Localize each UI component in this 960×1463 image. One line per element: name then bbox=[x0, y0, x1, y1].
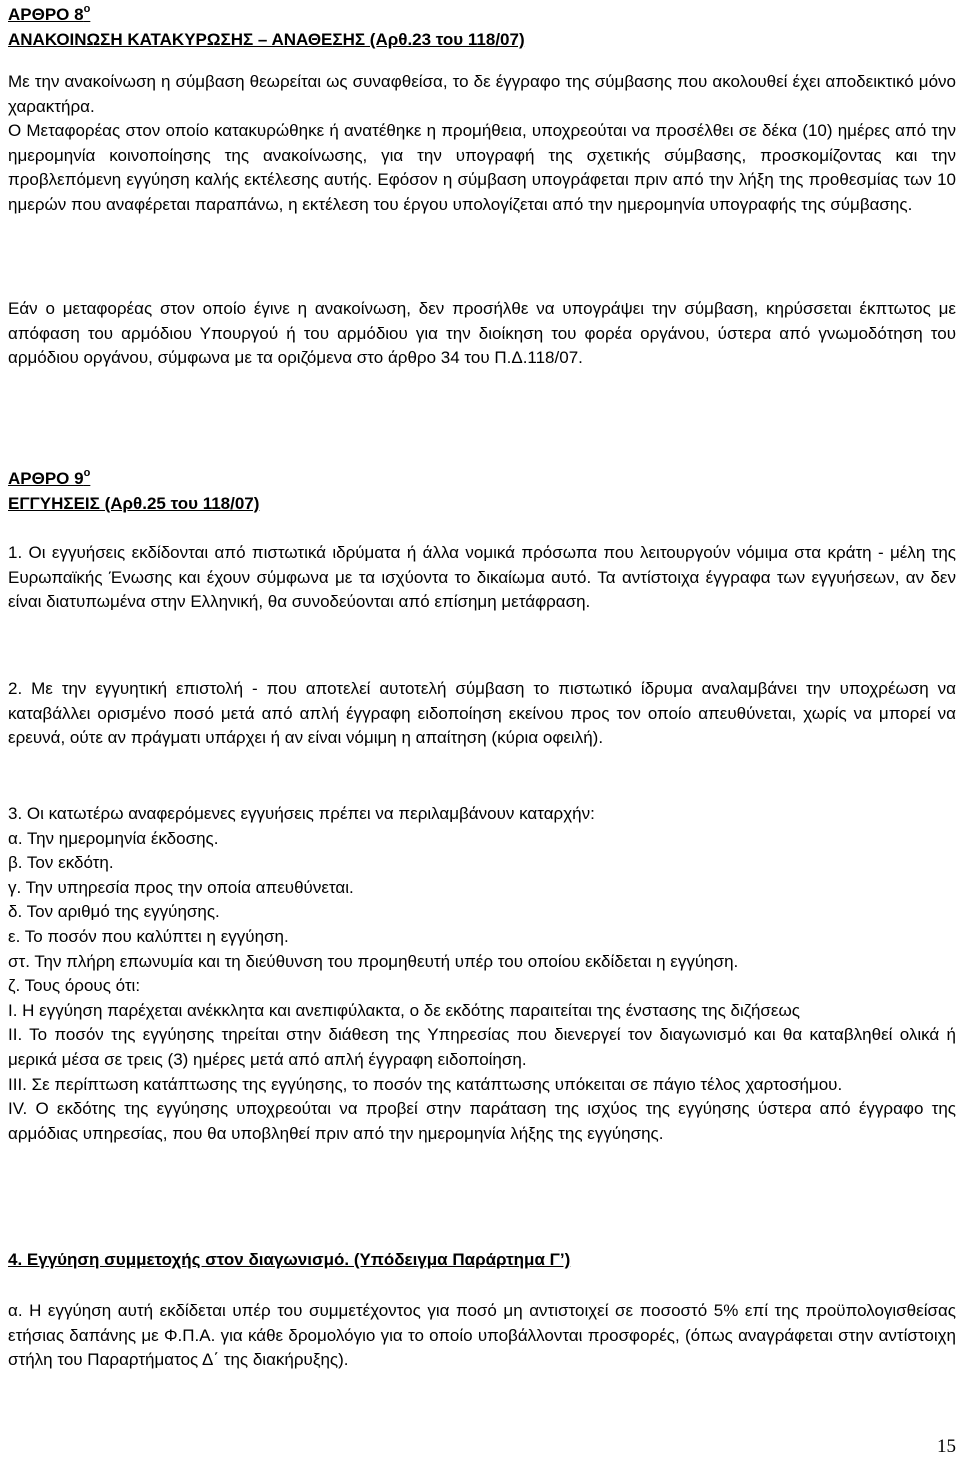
article-8-paragraph-2: Ο Μεταφορέας στον οποίο κατακυρώθηκε ή ανατέθηκε η προμήθεια, υποχρεούται να προσέλθει σε δέκα (10) ημέρες από την ημερομηνία κοινοποίησης της ανακοίνωσης, για την υπογραφή της σχετικής σύμβασης, προσκομίζοντας και την προβλεπόμενη εγγύηση καλής εκτέλεσης αυτής. Εφόσον η σύμβαση υπογράφεται πριν από την λήξη της προθεσμίας των 10 ημερών που αναφέρεται παραπάνω, η εκτέλεση του έργου υπολογίζεται από την ημερομηνία υπογραφής της σύμβασης. bbox=[8, 121, 956, 214]
article-9-point-4-heading: 4. Εγγύηση συμμετοχής στον διαγωνισμό. (Υπόδειγμα Παράρτημα Γ’) bbox=[8, 1250, 571, 1269]
article-8-paragraph-1: Με την ανακοίνωση η σύμβαση θεωρείται ως συναφθείσα, το δε έγγραφο της σύμβασης που ακολουθεί έχει αποδεικτικό μόνο χαρακτήρα. bbox=[8, 72, 956, 116]
article-9-point-3-intro: 3. Οι κατωτέρω αναφερόμενες εγγυήσεις πρέπει να περιλαμβάνουν καταρχήν: bbox=[8, 804, 595, 823]
term-item: Ι. Η εγγύηση παρέχεται ανέκκλητα και ανεπιφύλακτα, ο δε εκδότης παραιτείται της ένστασης της διζήσεως bbox=[8, 1000, 800, 1020]
article-9-point-4-block bbox=[8, 1248, 956, 1273]
article-8-subheading: ΑΝΑΚΟΙΝΩΣΗ ΚΑΤΑΚΥΡΩΣΗΣ – ΑΝΑΘΕΣΗΣ (Αρθ.23 του 118/07) bbox=[8, 30, 525, 49]
list-item: δ. Τον αριθμό της εγγύησης. bbox=[8, 902, 220, 922]
article-9-heading: ΑΡΘΡΟ 9 bbox=[8, 469, 84, 488]
article-9-point-2-block bbox=[8, 677, 956, 751]
article-8-paragraph-3: Εάν ο μεταφορέας στον οποίο έγινε η ανακοίνωση, δεν προσήλθε να υπογράψει την σύμβαση, κηρύσσεται έκπτωτος με απόφαση του αρμόδιου Υπουργού ή του αρμόδιου για την διοίκηση του φορέα οργάνου, ύστερα από γνωμοδότηση του αρμόδιου οργάνου, σύμφωνα με τα οριζόμενα στο άρθρο 34 του Π.Δ.118/07. bbox=[8, 299, 956, 368]
article-8-ordinal: ο bbox=[83, 3, 91, 15]
article-8-heading: ΑΡΘΡΟ 8 bbox=[8, 5, 84, 24]
article-9-point-1: 1. Οι εγγυήσεις εκδίδονται από πιστωτικά ιδρύματα ή άλλα νομικά πρόσωπα που λειτουργούν νόμιμα στα κράτη - μέλη της Ευρωπαϊκής Ένωσης και έχουν σύμφωνα με τα ισχύοντα το δικαίωμα αυτό. Τα αντίστοιχα έγγραφα των εγγυήσεων, αν δεν είναι διατυπωμένα στην Ελληνική, θα συνοδεύονται από επίσημη μετάφραση. bbox=[8, 543, 956, 612]
article-9-point-2: 2. Με την εγγυητική επιστολή - που αποτελεί αυτοτελή σύμβαση το πιστωτικό ίδρυμα αναλαμβάνει την υποχρέωση να καταβάλλει ορισμένο ποσό μετά από απλή έγγραφη ειδοποίηση εκείνου προς τον οποίο απευθύνεται, χωρίς να μπορεί να ερευνά, ούτε αν πράγματι υπάρχει ή αν είναι νόμιμη η απαίτηση (κύρια οφειλή). bbox=[8, 679, 956, 748]
list-item: ζ. Τους όρους ότι: bbox=[8, 976, 141, 996]
list-item: β. Τον εκδότη. bbox=[8, 853, 114, 873]
article-9-header bbox=[8, 466, 259, 516]
article-8-header bbox=[8, 2, 525, 52]
list-item: ε. Το ποσόν που καλύπτει η εγγύηση. bbox=[8, 926, 289, 946]
article-8-body bbox=[8, 70, 956, 218]
article-8-paragraph-3-block bbox=[8, 297, 956, 371]
list-item: γ. Την υπηρεσία προς την οποία απευθύνεται. bbox=[8, 877, 354, 897]
term-item: IV. Ο εκδότης της εγγύησης υποχρεούται να προβεί στην παράταση της ισχύος της εγγύησης ύστερα από έγγραφο της αρμόδιας υπηρεσίας, που θα υποβληθεί πριν από την ημερομηνία λήξης της εγγύησης. bbox=[8, 1099, 956, 1143]
article-9-point-4a: α. Η εγγύηση αυτή εκδίδεται υπέρ του συμμετέχοντος για ποσό μη αντιστοιχεί σε ποσοστό 5% επί της προϋπολογισθείσας ετήσιας δαπάνης με Φ.Π.Α. για κάθε δρομολόγιο για το οποίο υποβάλλονται προσφορές, (όπως αναγράφεται στην αντίστοιχη στήλη του Παραρτήματος Δ΄ της διακήρυξης). bbox=[8, 1301, 956, 1370]
list-item: στ. Την πλήρη επωνυμία και τη διεύθυνση του προμηθευτή υπέρ του οποίου εκδίδεται η εγγύηση. bbox=[8, 951, 739, 971]
term-item: ΙΙ. Το ποσόν της εγγύησης τηρείται στην διάθεση της Υπηρεσίας που διενεργεί τον διαγωνισμό και θα καταβληθεί ολικά ή μερικά μέσα σε τρεις (3) ημέρες μετά από απλή έγγραφη ειδοποίηση. bbox=[8, 1025, 956, 1069]
page-number: 15 bbox=[937, 1436, 956, 1457]
article-9-point-1-block bbox=[8, 541, 956, 615]
article-9-subheading: ΕΓΓΥΗΣΕΙΣ (Αρθ.25 του 118/07) bbox=[8, 494, 260, 513]
list-item: α. Την ημερομηνία έκδοσης. bbox=[8, 828, 219, 848]
term-item: ΙΙΙ. Σε περίπτωση κατάπτωσης της εγγύησης, το ποσόν της κατάπτωσης υπόκειται σε πάγιο τέλος χαρτοσήμου. bbox=[8, 1074, 843, 1094]
article-9-point-4a-block bbox=[8, 1299, 956, 1373]
article-9-ordinal: ο bbox=[83, 467, 91, 479]
article-9-point-3-block bbox=[8, 802, 956, 1146]
